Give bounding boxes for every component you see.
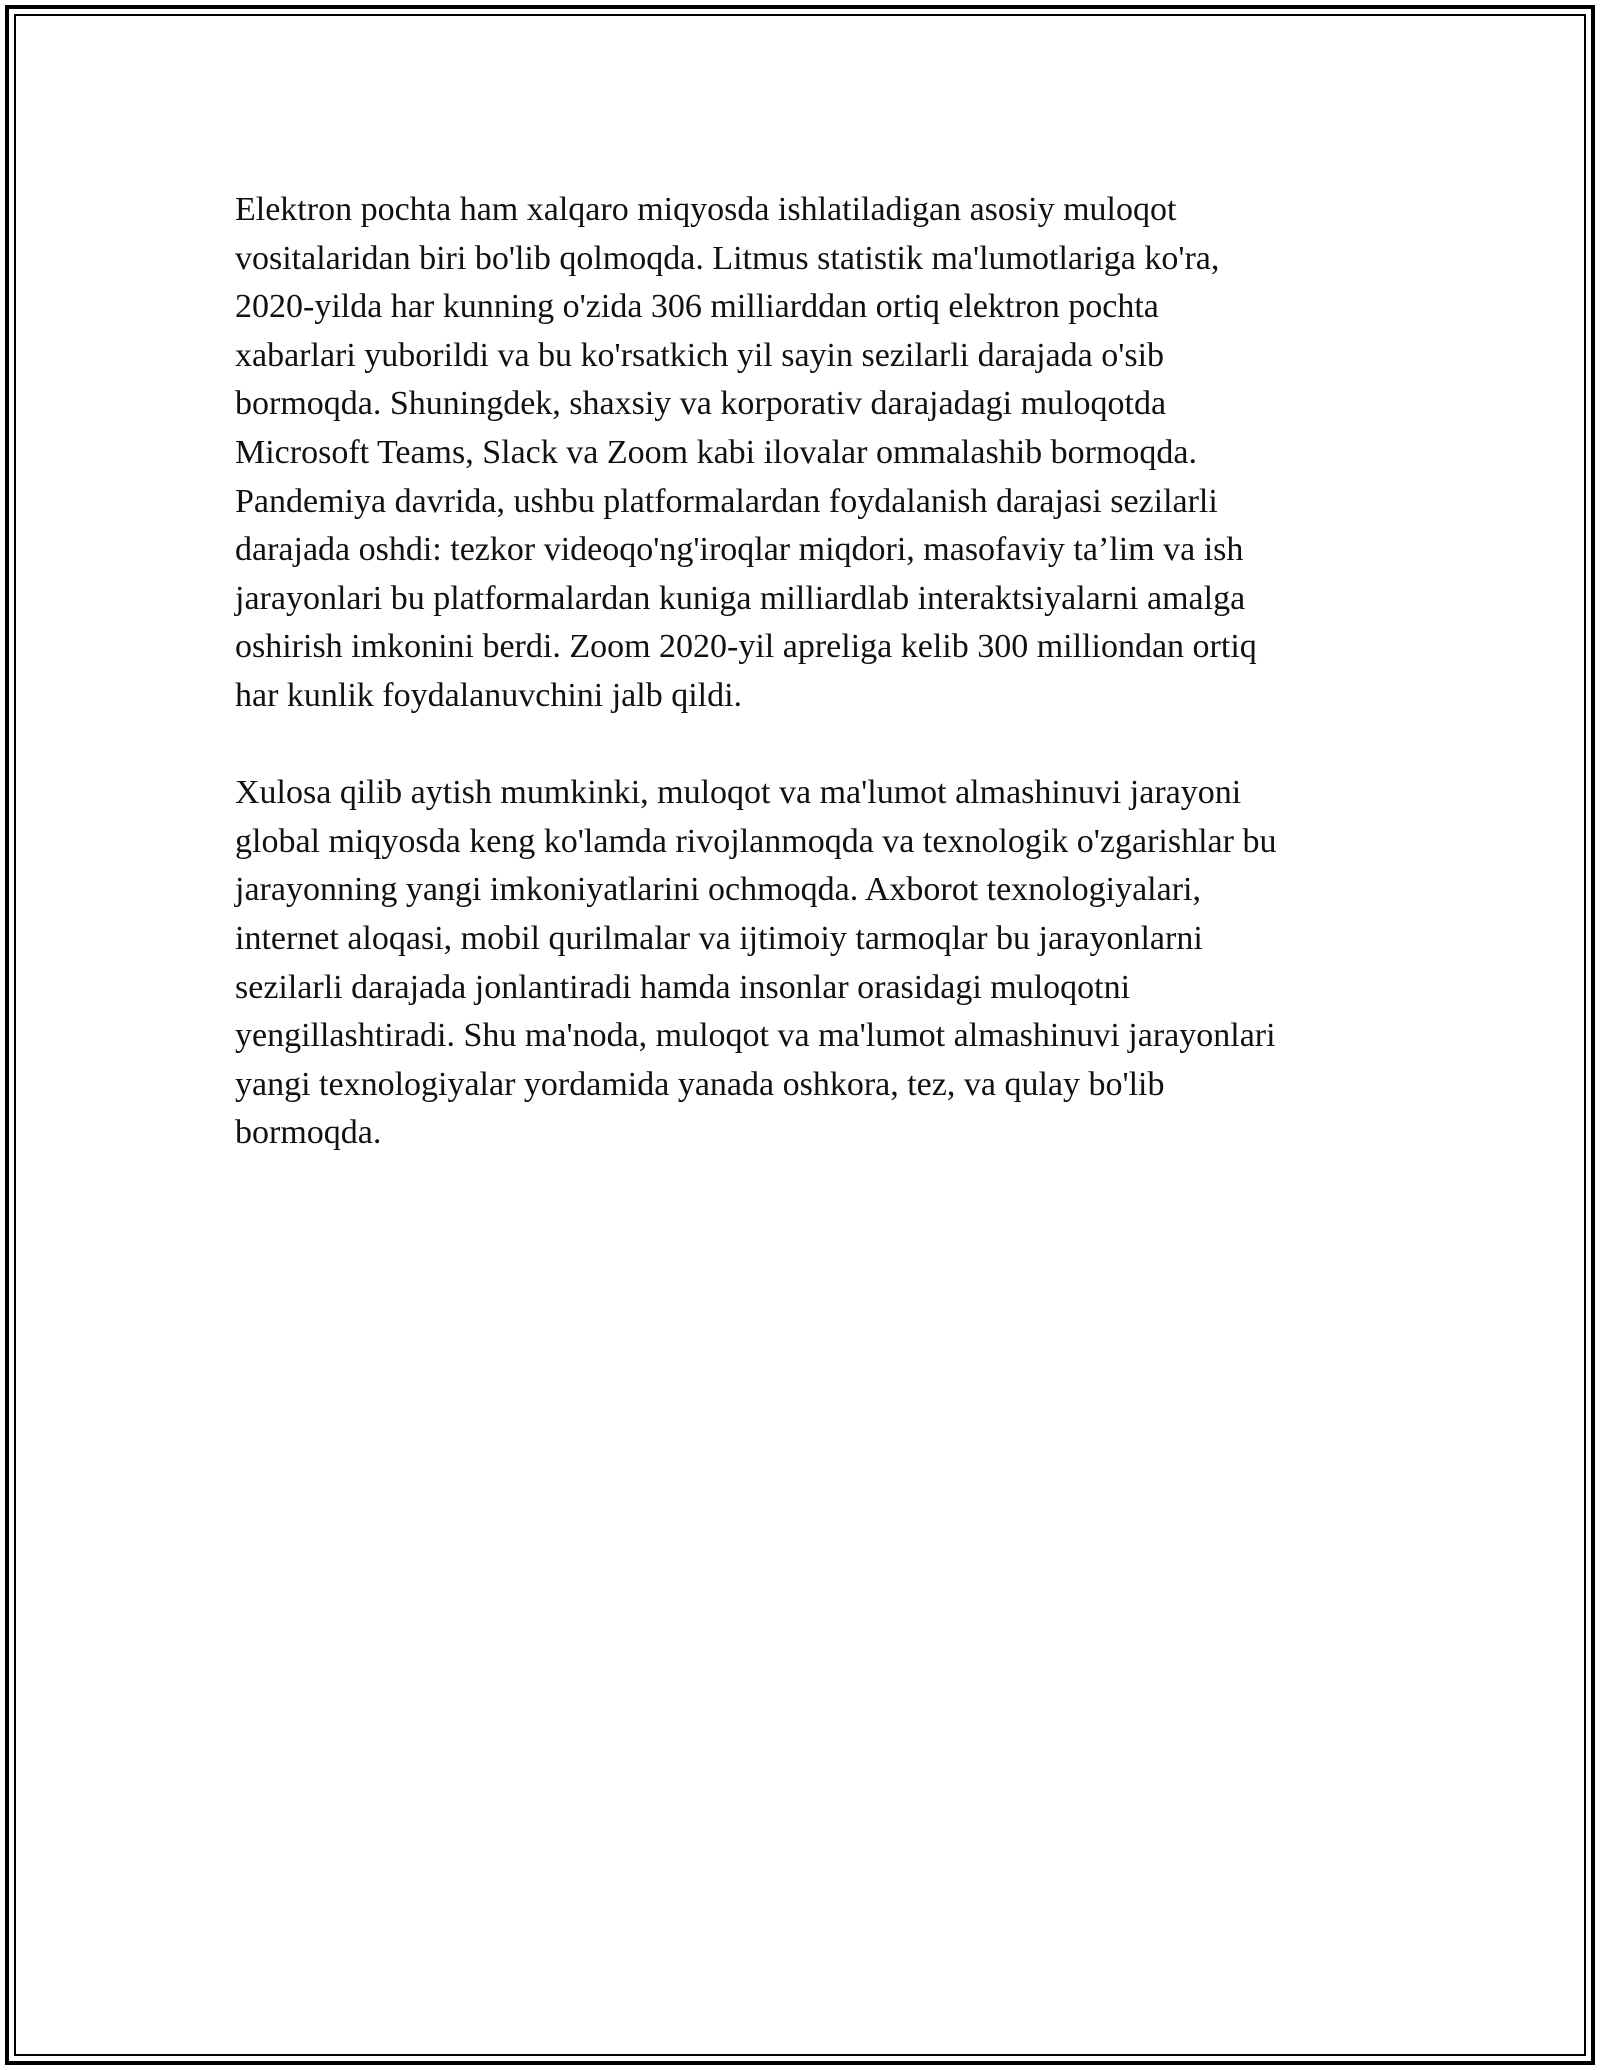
text-line: oshirish imkonini berdi. Zoom 2020-yil apreliga kelib 300 milliondan ortiq [235, 628, 1257, 666]
document-body [235, 186, 1385, 1158]
text-line: bormoqda. Shuningdek, shaxsiy va korporativ darajadagi muloqotda [235, 385, 1167, 423]
text-line: Xulosa qilib aytish mumkinki, muloqot va ma'lumot almashinuvi jarayoni [235, 774, 1242, 812]
text-line: yangi texnologiyalar yordamida yanada oshkora, tez, va qulay bo'lib [235, 1065, 1165, 1103]
text-line: sezilarli darajada jonlantiradi hamda insonlar orasidagi muloqotni [235, 968, 1131, 1006]
paragraph-email-statistics [235, 186, 1385, 721]
text-line: yengillashtiradi. Shu ma'noda, muloqot va ma'lumot almashinuvi jarayonlari [235, 1017, 1276, 1055]
text-line: 2020-yilda har kunning o'zida 306 milliarddan ortiq elektron pochta [235, 288, 1159, 326]
text-line: jarayonning yangi imkoniyatlarini ochmoqda. Axborot texnologiyalari, [235, 871, 1201, 909]
text-line: darajada oshdi: tezkor videoqo'ng'iroqlar miqdori, masofaviy ta’lim va ish [235, 531, 1244, 569]
text-line: jarayonlari bu platformalardan kuniga milliardlab interaktsiyalarni amalga [235, 579, 1246, 617]
text-line: vositalaridan biri bo'lib qolmoqda. Litmus statistik ma'lumotlariga ko'ra, [235, 239, 1220, 277]
text-line: har kunlik foydalanuvchini jalb qildi. [235, 676, 743, 714]
paragraph-conclusion [235, 769, 1385, 1158]
text-line: Microsoft Teams, Slack va Zoom kabi ilovalar ommalashib bormoqda. [235, 433, 1198, 471]
text-line: Elektron pochta ham xalqaro miqyosda ishlatiladigan asosiy muloqot [235, 191, 1177, 228]
text-line: xabarlari yuborildi va bu ko'rsatkich yil sayin sezilarli darajada o'sib [235, 336, 1165, 374]
text-line: Pandemiya davrida, ushbu platformalardan foydalanish darajasi sezilarli [235, 482, 1218, 520]
text-line: global miqyosda keng ko'lamda rivojlanmoqda va texnologik o'zgarishlar bu [235, 822, 1277, 860]
text-line: internet aloqasi, mobil qurilmalar va ijtimoiy tarmoqlar bu jarayonlarni [235, 919, 1203, 957]
text-line: bormoqda. [235, 1114, 382, 1152]
